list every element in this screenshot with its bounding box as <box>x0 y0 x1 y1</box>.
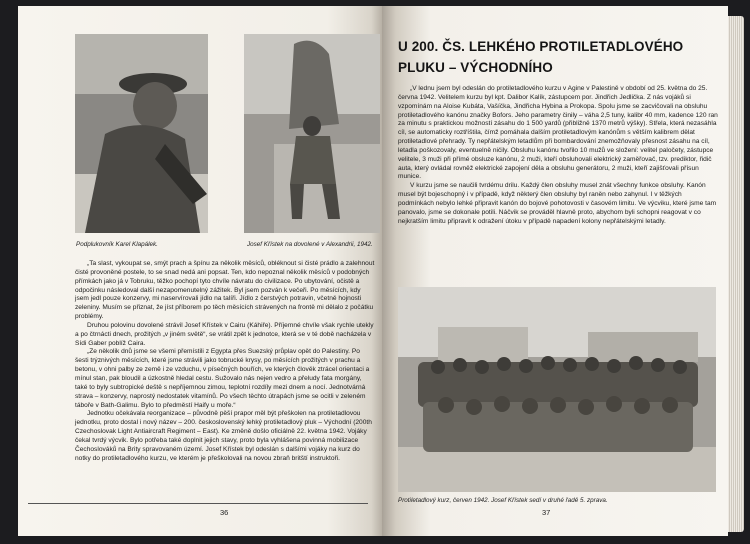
soldier-portrait-image <box>75 34 208 233</box>
paragraph: „V lednu jsem byl odeslán do protiletadlového kurzu v Agine v Palestině v období od 25. května do 25. června 1942. Velitelem kurzu byl kpt. Dalibor Kalík, zástupcem por. Jindřich Jedlička. Z nás vojáků si vzpomínám na Aloise Kubáta, Vašíčka, Jindřicha Hybina a Prokopa. Spolu jsme se zacvičovali na obsluhu protiletadlového kanónu značky Bofors. Jeho parametry činily – váha 2,5 tuny, kalibr 40 mm, kadence 120 ran za minutu s praktickou možností zásahu do 1 500 yardů (přibližně 1370 metrů výšky). Střela, která nezasáhla cíl, se automaticky roztříštila, čímž pomáhala dalším protiletadlovým kanónům s větším kalibrem dělat protiletadlové přehrady. Ty nepřátelským letadlům při bombardování znemožňovaly přesnost zásahu na cíl, letadla poškozovaly, eventuelně ničily. Obsluhu kanónu tvořilo 10 mužů ve složení: velitel paločety, zástupce velitele, 3 muži při přímé obsluze kanónu, 2 muži, kteří obsluhovali elektrický zaměřovač, tzv. prediktor, řidič auta, který ovládal rovněž elektrické zapojení děla a obsluhu generátoru, 2 muži, kteří zajišťovali přísun munice. <box>398 85 718 181</box>
group-photo-caption: Protiletadlový kurz, červen 1942. Josef Křístek sedí v druhé řadě 5. zprava. <box>398 497 608 504</box>
left-body-text <box>75 260 375 463</box>
statue-soldier-image <box>244 34 380 233</box>
page-edges <box>728 16 744 532</box>
page-number-left: 36 <box>220 508 229 517</box>
photo-right-caption: Josef Křístek na dovolené v Alexandrii, 1942. <box>247 241 373 248</box>
group-photo-image <box>398 287 716 492</box>
photo-josef-kristek-alexandria <box>244 34 380 233</box>
paragraph: „Ta slast, vykoupat se, smýt prach a špínu za několik měsíců, obléknout si čisté prádlo a zalehnout čisté provoněné postele, to se snad nedá ani popsat. Ten, kdo nepoznal několik měsíců v podobných přímkách jako já v Tobruku, těžko pochopí tyto chvíle návratu do civilizace. Po ubytování, očistě a odpočinku následoval další nezapomenutelný zážitek. Byl jsem pozván k večeři. Po měsících, kdy jsem jedl pouze konzervy, mi naservírovali jídlo na talíři. Jídlo z čerstvých potravin, včetně hojnosti zeleniny. Musím se přiznat, že jíst příborem po těch měsících strávených na frontě mi dělalo z počátku problémy. <box>75 260 375 321</box>
photo-left-caption: Podplukovník Karel Klapálek. <box>76 241 158 248</box>
paragraph: Druhou polovinu dovolené strávil Josef Křístek v Cairu (Káhiře). Příjemné chvíle však rychle utekly a po čtrnácti dnech, prožitých „v jiném světě“, se vrátil zpět k jednotce, která se v té době nacházela v Sídi Gaber poblíž Caira. <box>75 321 374 347</box>
footer-rule <box>28 503 368 504</box>
chapter-title: U 200. ČS. LEHKÉHO PROTILETADLOVÉHO PLUKU – VÝCHODNÍHO <box>398 39 684 75</box>
paragraph: V kurzu jsme se naučili tvrdému drilu. Každý člen obsluhy musel znát všechny funkce obsluhy. Kanón musel být bojeschopný i v případě, když některý člen obsluhy byl raněn nebo zahynul. I v těžkých podmínkách nebylo lehké připravit kanón do bojové pohotovosti v časovém limitu. Ve výcviku, které jsme tam panovalo, jsme se dokonale potili. Náčvik se prováděl hlavně proto, abychom byli schopni reagovat v co nejkratším limitu připravit k odražení útoku v případě napadení kolony nepřátelskými letadly. <box>398 182 717 225</box>
photo-antiaircraft-course <box>398 287 716 492</box>
open-book <box>8 6 744 538</box>
photo-karel-klapalek <box>75 34 208 233</box>
paragraph: Jednotku očekávala reorganizace – původně pěší prapor měl být přeškolen na protiletadlovou jednotku, proto dostal i nový název – 200. československý lehký protiletadlový pluk – Východní (200th Czechoslovak Light Antiaircraft Regiment – East). Ke změně došlo oficiálně 22. května 1942. Vojáky čekal tvrdý výcvik. Bylo potřeba také doplnit jejich stavy, proto byla vyhlášena povinná mobilizace Čechoslováků na Brity spravovaném území. Josef Křístek byl odeslán s dalšími vojáky na kurz do notky do protiletadlového kurzu, ve kterém je přeškolovali na novou zbraň britští instruktoři. <box>75 410 372 462</box>
page-number-right: 37 <box>542 508 551 517</box>
left-page <box>18 6 382 536</box>
right-body-text <box>398 85 718 227</box>
paragraph: „Ze několik dnů jsme se všemi přemístili z Egypta přes Suezský průplav opět do Palestiny. Po šesti trýznivých měsících, které jsme strávili jako tobrucké krysy, po měsících prožitých v prachu a betonu, v ohni palby ze země i ze vzduchu, v písečných bouřích, ve kterých člověk ztrácel orientaci a mínul stan, pak bloudil a úzkostně hledal cestu. Sužovalo nás nejen vedro a přeludy fata morgány, také to byly subtropické deště s nepříjemnou zimou, teplotní rozdíly mezi dnem a nocí. Jednotvárná strava – konzervy, naprostý nedostatek vitamínů. Po všech těchto útrapách jsme se ocitli v zeleném táboře v Bath-Galimu. Bylo to předměstí Haify u moře.“ <box>75 348 370 409</box>
right-page <box>382 6 728 536</box>
